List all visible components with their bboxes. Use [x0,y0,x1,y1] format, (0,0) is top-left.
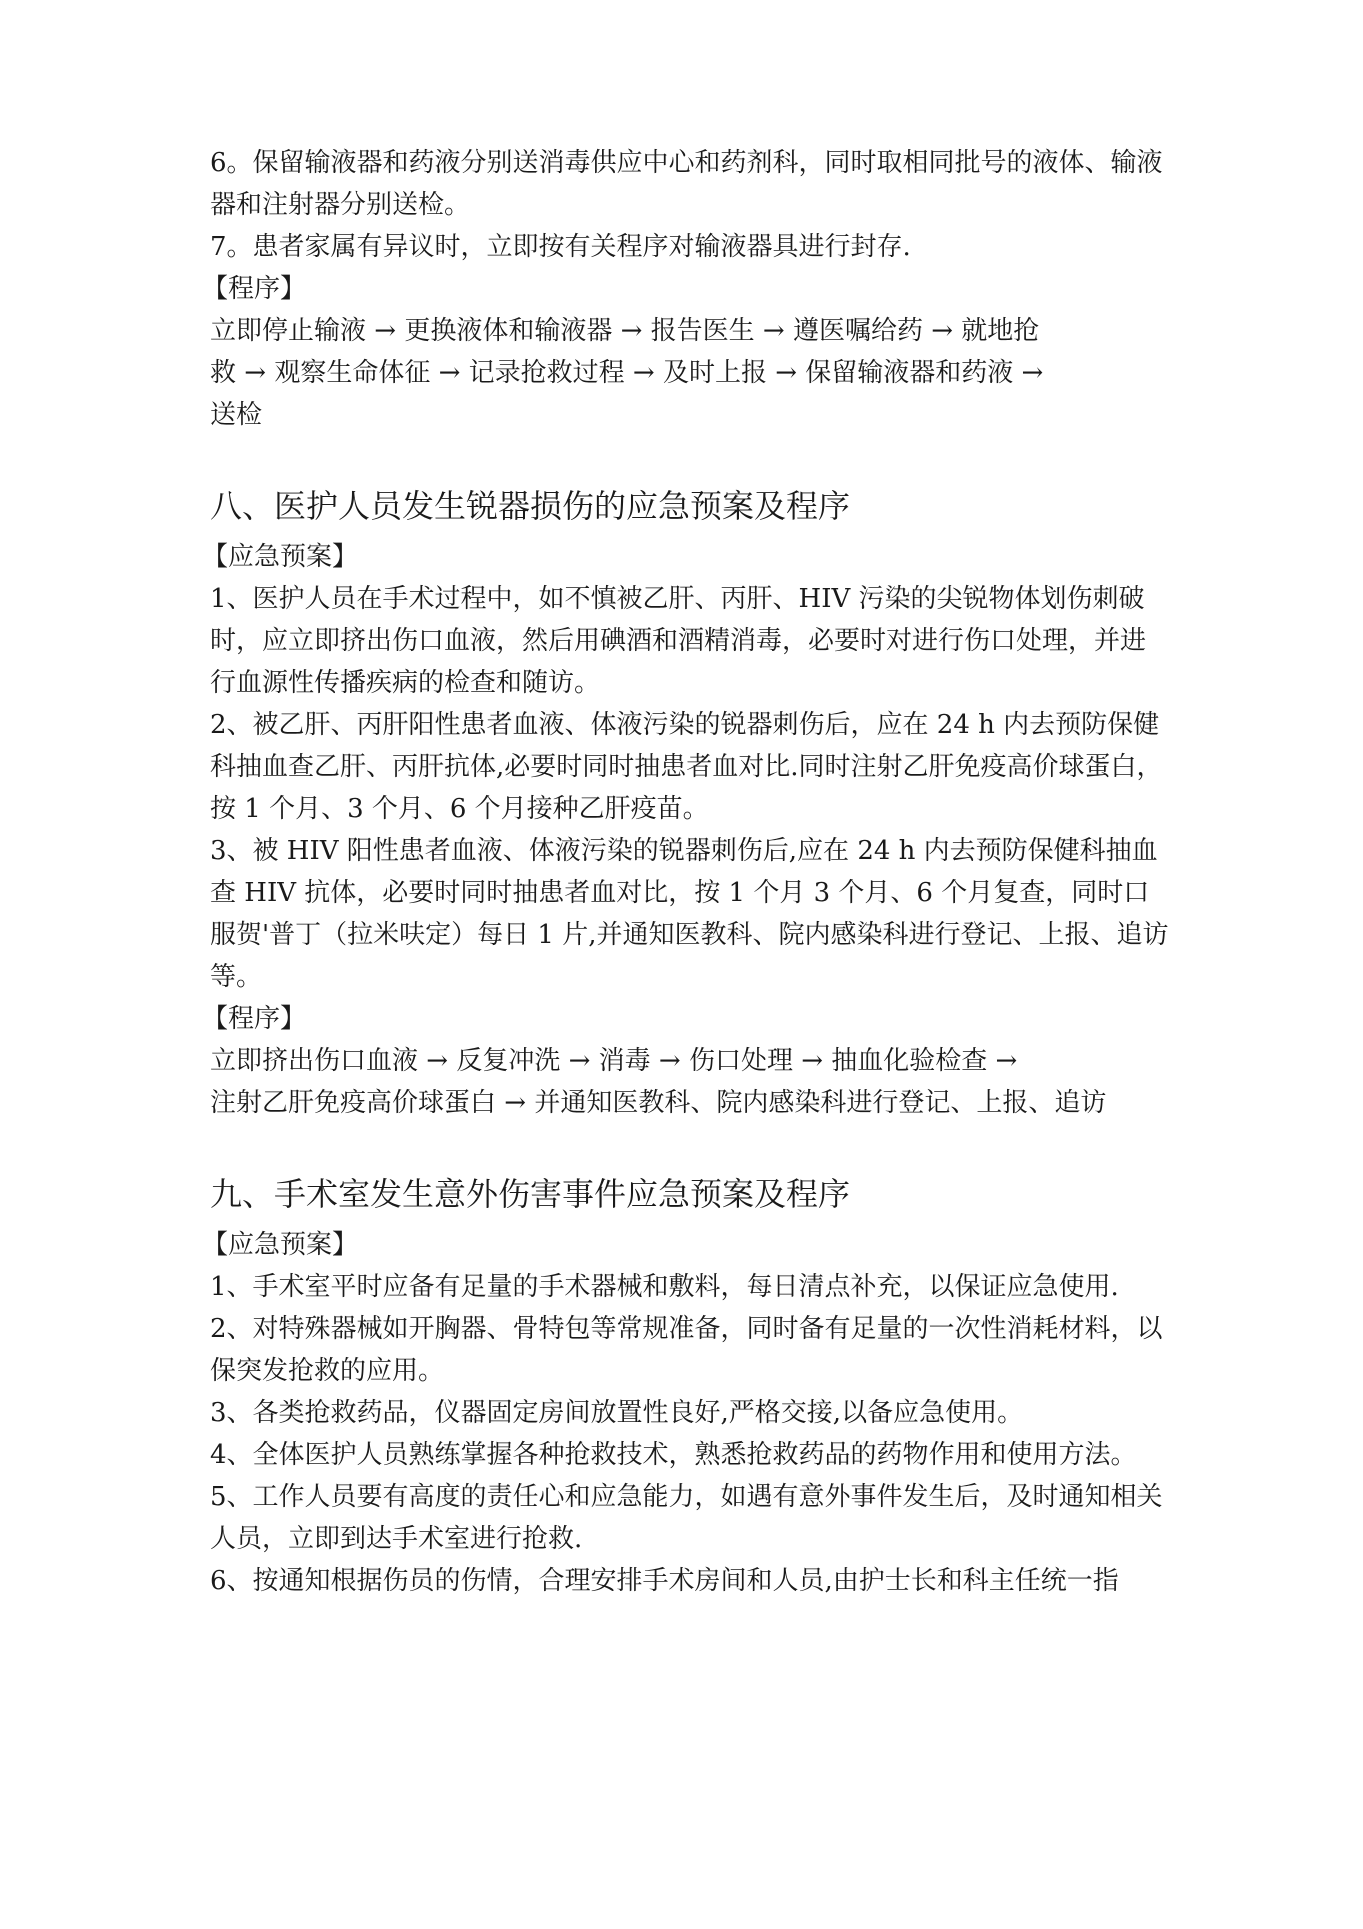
procedure-line: 送检 [210,400,263,430]
paragraph-item-6: 6。保留输液器和药液分别送消毒供应中心和药剂科，同时取相同批号的液体、输液器和注射器分别送检。 [210,148,1163,220]
section-9-title: 九、手术室发生意外伤害事件应急预案及程序 [210,1175,851,1213]
section-8-item-3: 3、被 HIV 阳性患者血液、体液污染的锐器刺伤后,应在 24 h 内去预防保健科抽血查 HIV 抗体，必要时同时抽患者血对比，按 1 个月 3 个月、6 个月复查，同时口服贺'普丁（拉米呋定）每日 1 片,并通知医教科、院内感染科进行登记、上报、追访等。 [210,836,1169,992]
section-9-item-1: 1、手术室平时应备有足量的手术器械和敷料，每日清点补充，以保证应急使用. [210,1272,1119,1302]
procedure-line: 救 → 观察生命体征 → 记录抢救过程 → 及时上报 → 保留输液器和药液 → [210,358,1044,388]
procedure-line: 立即停止输液 → 更换液体和输液器 → 报告医生 → 遵医嘱给药 → 就地抢 [210,316,1040,346]
section-9-item-6: 6、按通知根据伤员的伤情，合理安排手术房间和人员,由护士长和科主任统一指 [210,1566,1119,1596]
section-8-item-1: 1、医护人员在手术过程中，如不慎被乙肝、丙肝、HIV 污染的尖锐物体划伤刺破时，应立即挤出伤口血液，然后用碘酒和酒精消毒，必要时对进行伤口处理，并进行血源性传播疾病的检查和随访。 [210,584,1147,698]
section-9-item-4: 4、全体医护人员熟练掌握各种抢救技术，熟悉抢救药品的药物作用和使用方法。 [210,1440,1137,1470]
section-8-title: 八、医护人员发生锐器损伤的应急预案及程序 [210,487,851,525]
section-9-item-5: 5、工作人员要有高度的责任心和应急能力，如遇有意外事件发生后，及时通知相关人员，立即到达手术室进行抢救. [210,1482,1163,1554]
procedure-label: 【程序】 [202,1004,307,1034]
emergency-plan-label: 【应急预案】 [202,1230,359,1260]
section-8-item-2: 2、被乙肝、丙肝阳性患者血液、体液污染的锐器刺伤后，应在 24 h 内去预防保健科抽血查乙肝、丙肝抗体,必要时同时抽患者血对比.同时注射乙肝免疫高价球蛋白，按 1 个月、3 个月、6 个月接种乙肝疫苗。 [210,710,1163,824]
paragraph-item-7: 7。患者家属有异议时，立即按有关程序对输液器具进行封存. [210,232,911,262]
procedure-label: 【程序】 [202,274,307,304]
procedure-line: 注射乙肝免疫高价球蛋白 → 并通知医教科、院内感染科进行登记、上报、追访 [210,1088,1107,1118]
section-9-item-3: 3、各类抢救药品，仪器固定房间放置性良好,严格交接,以备应急使用。 [210,1398,1024,1428]
procedure-line: 立即挤出伤口血液 → 反复冲洗 → 消毒 → 伤口处理 → 抽血化验检查 → [210,1046,1018,1076]
section-9-item-2: 2、对特殊器械如开胸器、骨特包等常规准备，同时备有足量的一次性消耗材料，以保突发抢救的应用。 [210,1314,1163,1386]
document-page [202,142,1170,1602]
emergency-plan-label: 【应急预案】 [202,542,359,572]
